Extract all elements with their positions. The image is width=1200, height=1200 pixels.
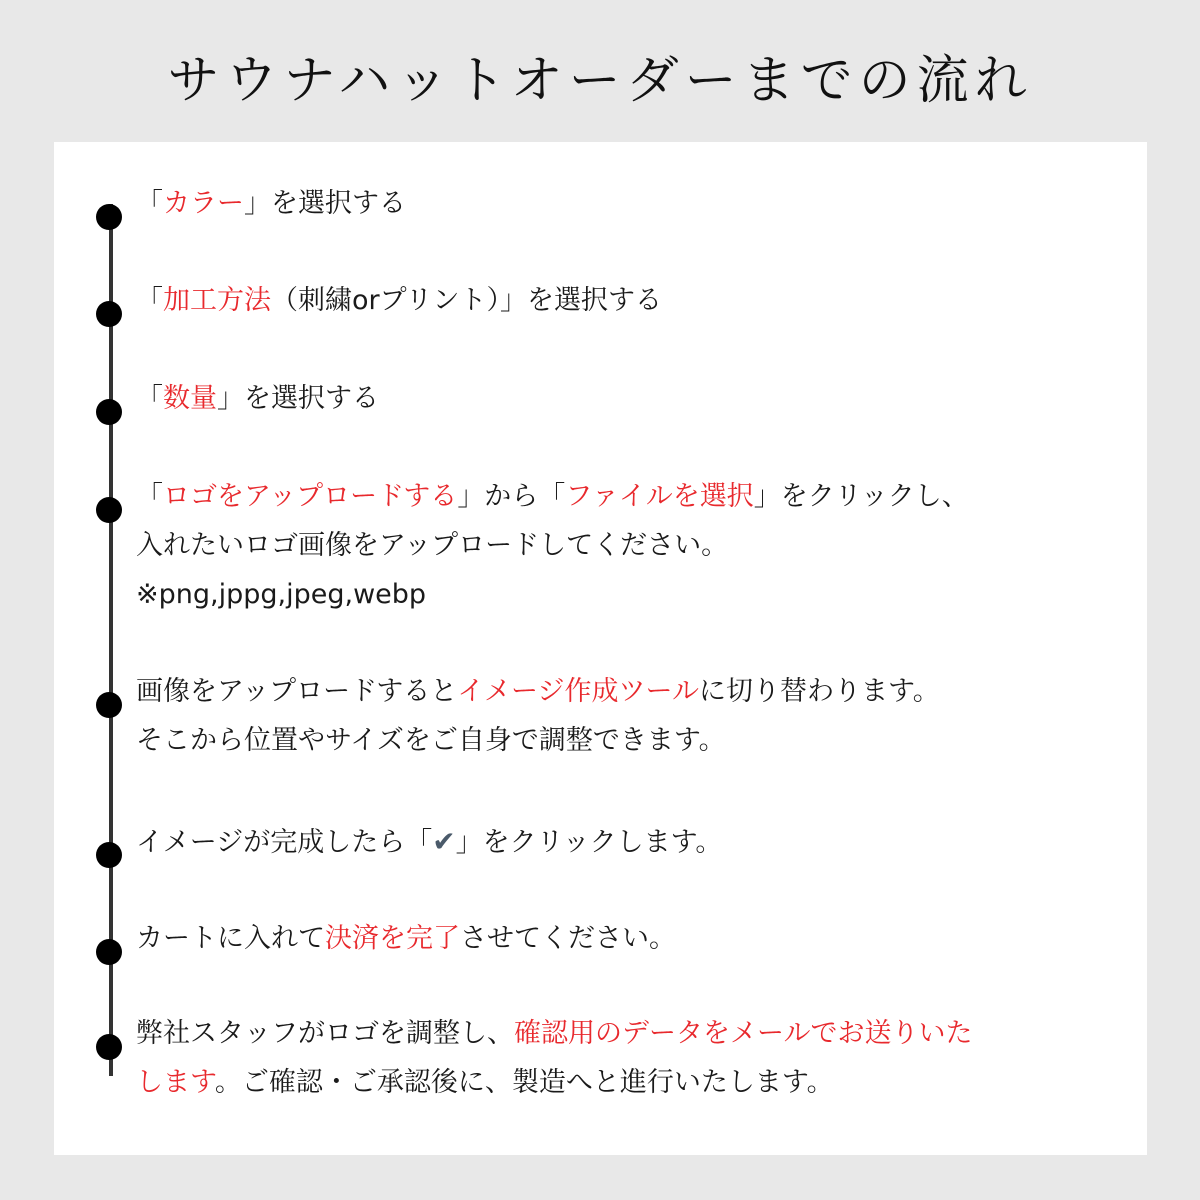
step-line — [136, 472, 1096, 521]
step-text-segment: させてください。 — [460, 923, 676, 954]
step-line — [136, 570, 1096, 619]
step-text-segment: 」を選択する — [217, 383, 379, 414]
step-line — [136, 1058, 1096, 1107]
step-text — [136, 914, 1096, 963]
step-line — [136, 716, 1096, 765]
step-text-segment: （刺繍orプリント）」を選択する — [271, 285, 663, 316]
step-text-segment: 」をクリックし、 — [753, 481, 969, 512]
step-line — [136, 179, 1096, 228]
step-dot — [96, 939, 122, 965]
step-text-segment: そこから位置やサイズをご自身で調整できます。 — [136, 725, 726, 756]
step-text-segment: 」から「 — [457, 481, 566, 512]
step-text — [136, 276, 1096, 325]
step-line — [136, 1009, 1096, 1058]
highlighted-text: イメージ作成ツール — [457, 676, 699, 707]
step-text-segment: 」を選択する — [244, 188, 406, 219]
highlighted-text: 確認用のデータをメールでお送りいた — [514, 1018, 973, 1049]
step-text — [136, 817, 1096, 867]
step-line — [136, 817, 1096, 867]
highlighted-text: 加工方法 — [163, 285, 271, 316]
step-text-segment: 「 — [136, 188, 163, 219]
step-dot — [96, 842, 122, 868]
step-text-segment: 弊社スタッフがロゴを調整し、 — [136, 1018, 514, 1049]
highlighted-text: します — [136, 1067, 215, 1098]
highlighted-text: カラー — [163, 188, 244, 219]
step-text — [136, 667, 1096, 765]
step-text — [136, 179, 1096, 228]
step-text-segment: 画像をアップロードすると — [136, 676, 458, 707]
step-dot — [96, 204, 122, 230]
step-line — [136, 667, 1096, 716]
step-dot — [96, 1034, 122, 1060]
step-text-segment: 「 — [136, 383, 163, 414]
step-text-segment: 」をクリックします。 — [455, 827, 723, 858]
step-text-segment: カートに入れて — [136, 923, 325, 954]
step-dot — [96, 301, 122, 327]
step-text — [136, 1009, 1096, 1107]
step-text-segment: に切り替わります。 — [698, 676, 940, 707]
step-line — [136, 521, 1096, 570]
highlighted-text: ロゴをアップロードする — [163, 481, 458, 512]
flow-card — [54, 142, 1147, 1155]
step-line — [136, 914, 1096, 963]
page-title: サウナハットオーダーまでの流れ — [167, 51, 1033, 111]
step-dot — [96, 692, 122, 718]
check-icon: ✔ — [432, 825, 456, 858]
step-text-segment: ※png,jppg,jpeg,webp — [136, 579, 427, 610]
step-dot — [96, 497, 122, 523]
step-line — [136, 276, 1096, 325]
highlighted-text: ファイルを選択 — [565, 481, 754, 512]
highlighted-text: 数量 — [163, 383, 217, 414]
highlighted-text: 決済を完了 — [325, 923, 460, 954]
step-text — [136, 374, 1096, 423]
step-text-segment: イメージが完成したら「 — [136, 827, 433, 858]
step-text — [136, 472, 1096, 619]
step-text-segment: 入れたいロゴ画像をアップロードしてください。 — [136, 530, 729, 561]
step-text-segment: 「 — [136, 285, 163, 316]
step-text-segment: 。ご確認・ご承認後に、製造へと進行いたします。 — [214, 1067, 834, 1098]
step-text-segment: 「 — [136, 481, 163, 512]
step-line — [136, 374, 1096, 423]
step-dot — [96, 399, 122, 425]
